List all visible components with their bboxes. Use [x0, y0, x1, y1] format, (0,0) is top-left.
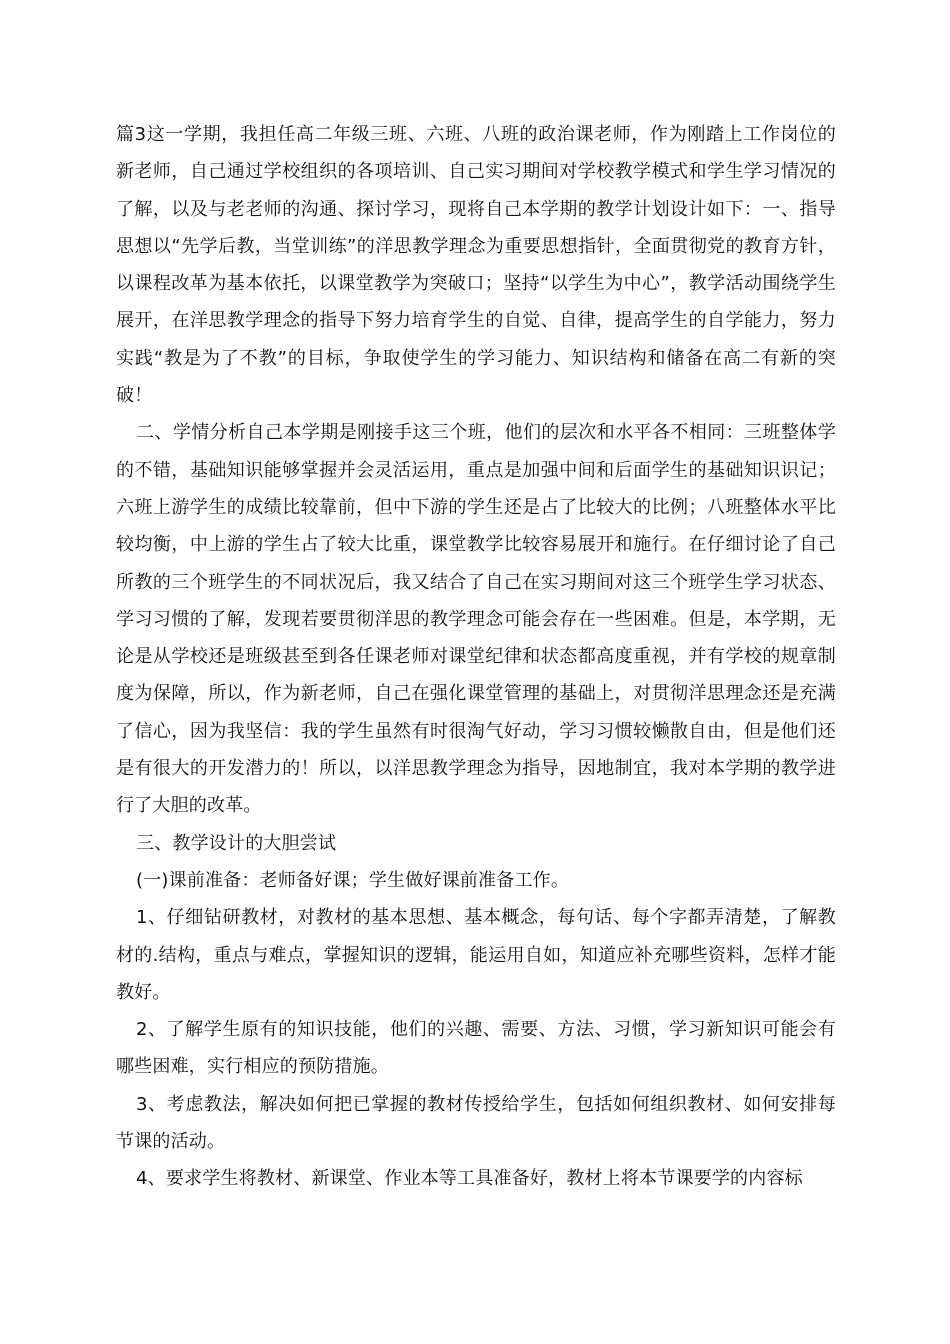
list-item-3: 3、考虑教法，解决如何把已掌握的教材传授给学生，包括如何组织教材、如何安排每节课的活动。 — [116, 1093, 836, 1153]
list-item-4: 4、要求学生将教材、新课堂、作业本等工具准备好，教材上将本节课要学的内容标 — [136, 1168, 803, 1190]
section-heading-teaching-design: 三、教学设计的大胆尝试 — [136, 832, 337, 854]
list-item-1: 1、仔细钻研教材，对教材的基本思想、基本概念，每句话、每个字都弄清楚，了解教材的.结构，重点与难点，掌握知识的逻辑，能运用自如，知道应补充哪些资料，怎样才能教好。 — [116, 907, 836, 1003]
list-item-2: 2、了解学生原有的知识技能，他们的兴趣、需要、方法、习惯，学习新知识可能会有哪些困难，实行相应的预防措施。 — [116, 1019, 836, 1078]
subheading-pre-class-preparation: (一)课前准备：老师备好课；学生做好课前准备工作。 — [136, 869, 570, 891]
paragraph-intro: 篇3这一学期，我担任高二年级三班、六班、八班的政治课老师，作为刚踏上工作岗位的新老师，自己通过学校组织的各项培训、自己实习期间对学校教学模式和学生学习情况的了解，以及与老老师的沟通、探讨学习，现将自己本学期的教学计划设计如下：一、指导思想以“先学后教，当堂训练”的洋思教学理念为重要思想指针，全面贯彻党的教育方针，以课程改革为基本依托，以课堂教学为突破口；坚持“以学生为中心”，教学活动围绕学生展开，在洋思教学理念的指导下努力培育学生的自觉、自律，提高学生的自学能力，努力实践“教是为了不教”的目标，争取使学生的学习能力、知识结构和储备在高二有新的突破！ — [116, 124, 836, 407]
paragraph-learning-analysis: 二、学情分析自己本学期是刚接手这三个班，他们的层次和水平各不相同：三班整体学的不错，基础知识能够掌握并会灵活运用，重点是加强中间和后面学生的基础知识识记；六班上游学生的成绩比较靠前，但中下游的学生还是占了比较大的比例；八班整体水平比较均衡，中上游的学生占了较大比重，课堂教学比较容易展开和施行。在仔细讨论了自己所教的三个班学生的不同状况后，我又结合了自己在实习期间对这三个班学生学习状态、学习习惯的了解，发现若要贯彻洋思的教学理念可能会存在一些困难。但是，本学期，无论是从学校还是班级甚至到各任课老师对课堂纪律和状态都高度重视，并有学校的规章制度为保障，所以，作为新老师，自己在强化课堂管理的基础上，对贯彻洋思理念还是充满了信心，因为我坚信：我的学生虽然有时很淘气好动，学习习惯较懒散自由，但是他们还是有很大的开发潜力的！所以，以洋思教学理念为指导，因地制宜，我对本学期的教学进行了大胆的改革。 — [116, 422, 836, 817]
document-page — [116, 116, 836, 1198]
